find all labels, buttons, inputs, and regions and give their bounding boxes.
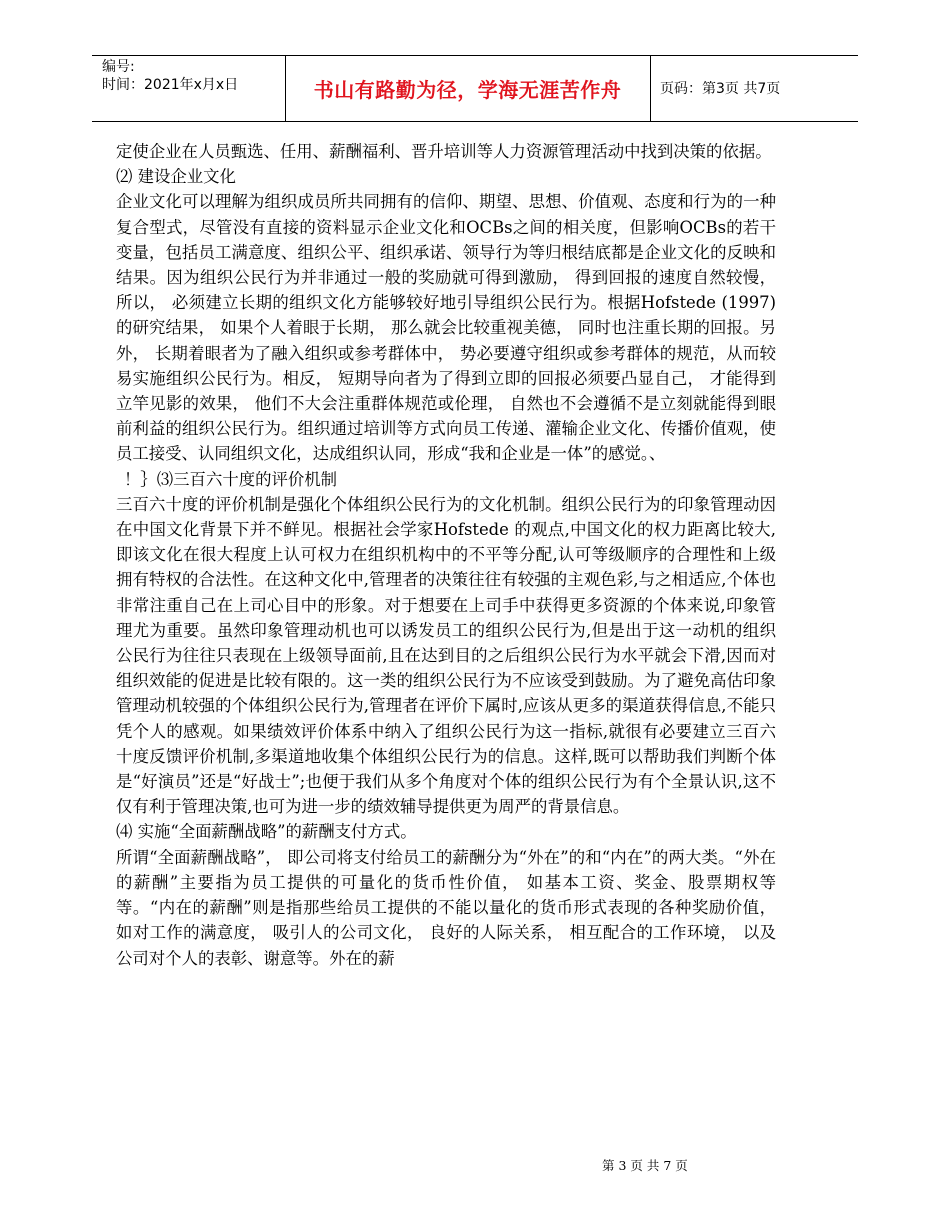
paragraph-intro-continuation: 定使企业在人员甄选、任用、薪酬福利、晋升培训等人力资源管理活动中找到决策的依据。 [116, 142, 772, 161]
header-motto: 书山有路勤为径，学海无涯苦作舟 [313, 77, 622, 102]
paragraph-culture: 企业文化可以理解为组织成员所共同拥有的信仰、期望、思想、价值观、态度和行为的一种复合型式，尽管没有直接的资料显示企业文化和OCBs之间的相关度，但影响OCBs的若干变量，包括员工满意度、组织公平、组织承诺、领导行为等归根结底都是企业文化的反映和结果。因为组织公民行为并非通过一般的奖励就可得到激励， 得到回报的速度自然较慢， 所以， 必须建立长期的组织文化方能够较好地引导组织公民行为。根据Hofstede (1997) 的研究结果， 如果个人着眼于长期， 那么就会比较重视美德， 同时也注重长期的回报。另外， 长期着眼者为了融入组织或参考群体中， 势必要遵守组织或参考群体的规范，从而较易实施组织公民行为。相反， 短期导向者为了得到立即的回报必须要凸显自己， 才能得到立竿见影的效果， 他们不大会注重群体规范或伦理， 自然也不会遵循不是立刻就能得到眼前利益的组织公民行为。组织通过培训等方式向员工传递、灌输企业文化、传播价值观，使员工接受、认同组织文化，达成组织认同，形成“我和企业是一体”的感觉。、 [116, 192, 776, 464]
page-footer: 第 3 页 共 7 页 [602, 1158, 688, 1173]
header-page-info: 页码：第3页 共7页 [660, 81, 781, 97]
document-number-label: 编号: [102, 59, 135, 75]
paragraph-total-compensation: 所谓“全面薪酬战略”， 即公司将支付给员工的薪酬分为“外在”的和“内在”的两大类。“外在的薪酬”主要指为员工提供的可量化的货币性价值， 如基本工资、奖金、股票期权等等。“内在的薪酬”则是指那些给员工提供的不能以量化的货币形式表现的各种奖励价值， 如对工作的满意度， 吸引人的公司文化， 良好的人际关系， 相互配合的工作环境， 以及公司对个人的表彰、谢意等。外在的薪 [116, 847, 776, 968]
paragraph-360-evaluation: 三百六十度的评价机制是强化个体组织公民行为的文化机制。组织公民行为的印象管理动因在中国文化背景下并不鲜见。根据社会学家Hofstede 的观点,中国文化的权力距离比较大,即该文化在很大程度上认可权力在组织机构中的不平等分配,认可等级顺序的合理性和上级拥有特权的合法性。在这种文化中,管理者的决策往往有较强的主观色彩,与之相适应,个体也非常注重自己在上司心目中的形象。对于想要在上司手中获得更多资源的个体来说,印象管理尤为重要。虽然印象管理动机也可以诱发员工的组织公民行为,但是出于这一动机的组织公民行为往往只表现在上级领导面前,且在达到目的之后组织公民行为水平就会下滑,因而对组织效能的促进是比较有限的。这一类的组织公民行为不应该受到鼓励。为了避免高估印象管理动机较强的个体组织公民行为,管理者在评价下属时,应该从更多的渠道获得信息,不能只凭个人的感观。如果绩效评价体系中纳入了组织公民行为这一指标,就很有必要建立三百六十度反馈评价机制,多渠道地收集个体组织公民行为的信息。这样,既可以帮助我们判断个体是“好演员”还是“好战士”;也便于我们从多个角度对个体的组织公民行为有个全景认识,这不仅有利于管理决策,也可为进一步的绩效辅导提供更为周严的背景信息。 [116, 494, 776, 817]
section-heading-360-evaluation: ！｝⑶三百六十度的评价机制 [124, 469, 338, 489]
section-heading-culture: ⑵ 建设企业文化 [116, 167, 236, 187]
section-heading-total-compensation: ⑷ 实施“全面薪酬战略”的薪酬支付方式。 [116, 822, 417, 842]
header-meta [102, 58, 238, 94]
header-rule-bottom [92, 121, 858, 122]
document-date-label: 时间：2021年x月x日 [102, 77, 239, 93]
document-body [116, 139, 776, 971]
